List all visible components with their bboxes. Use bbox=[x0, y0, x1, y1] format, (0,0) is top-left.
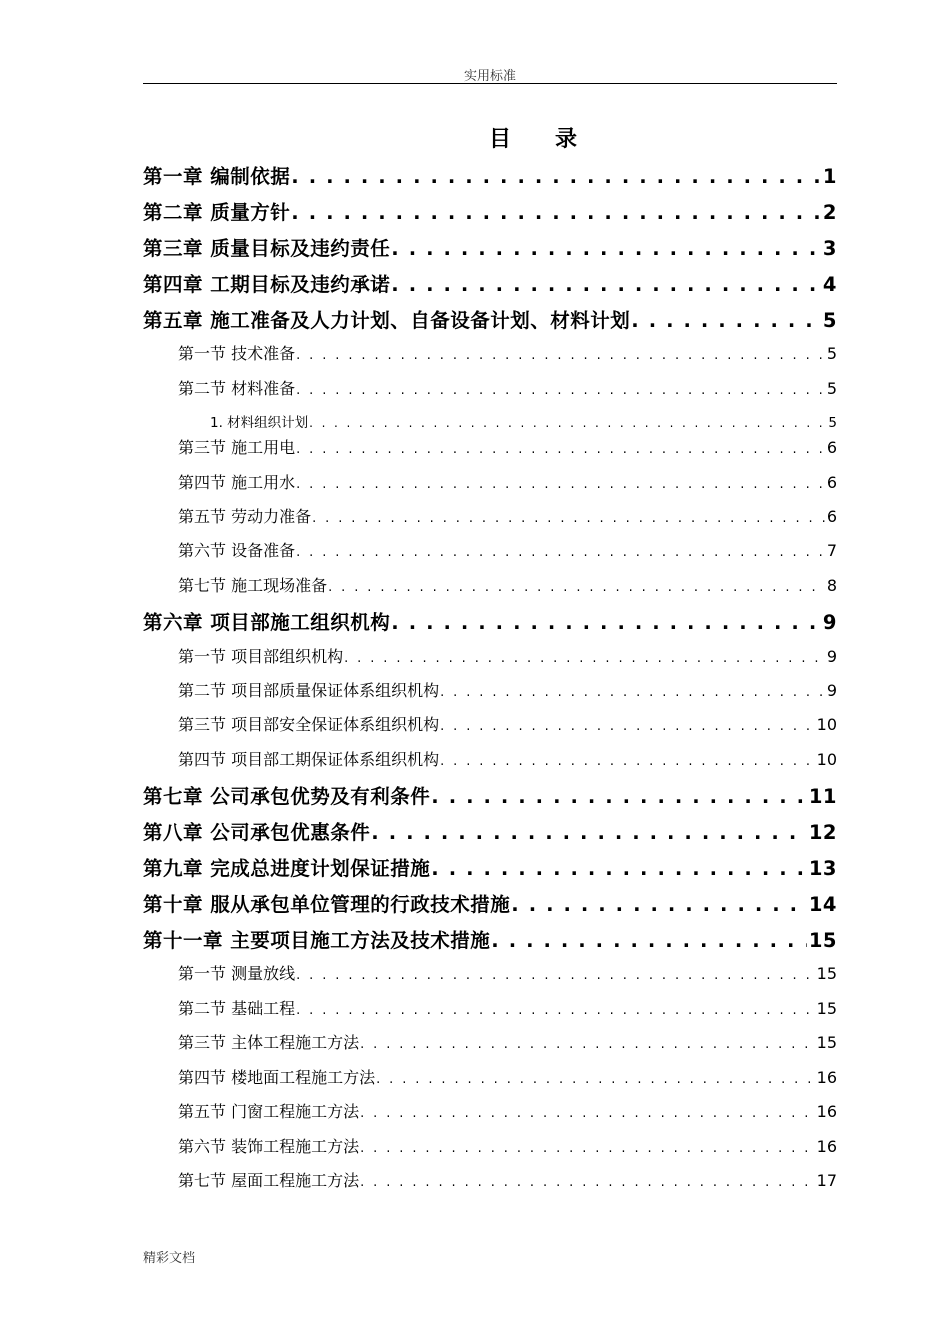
toc-entry-title: 第九章 完成总进度计划保证措施 bbox=[143, 857, 431, 880]
toc-entry-title: 第一章 编制依据 bbox=[143, 165, 291, 188]
toc-entry-title: 第三章 质量目标及违约责任 bbox=[143, 237, 391, 260]
toc-entry[interactable] bbox=[178, 573, 837, 595]
toc-entry[interactable] bbox=[178, 678, 837, 700]
toc-entry[interactable] bbox=[143, 889, 837, 917]
toc-entry-title: 第五节 劳动力准备 bbox=[178, 507, 312, 526]
toc-dot-leader bbox=[344, 647, 825, 666]
toc-entry-title: 第二章 质量方针 bbox=[143, 201, 291, 224]
toc-entry[interactable] bbox=[143, 607, 837, 635]
toc-entry-title: 第五章 施工准备及人力计划、自备设备计划、材料计划 bbox=[143, 309, 631, 332]
toc-dot-leader bbox=[296, 344, 825, 363]
toc-entry-title: 第七节 施工现场准备 bbox=[178, 576, 328, 595]
toc-dot-leader bbox=[391, 611, 821, 634]
toc-dot-leader bbox=[440, 715, 815, 734]
toc-page-number: 15 bbox=[816, 964, 837, 983]
toc-page-number: 9 bbox=[826, 647, 837, 666]
toc-page-number: 16 bbox=[816, 1137, 837, 1156]
toc-entry[interactable] bbox=[178, 504, 837, 526]
toc-dot-leader bbox=[360, 1033, 815, 1052]
toc-page-number: 15 bbox=[816, 1033, 837, 1052]
toc-dot-leader bbox=[371, 821, 807, 844]
page-footer: 精彩文档 bbox=[143, 1251, 196, 1266]
toc-entry[interactable] bbox=[143, 305, 837, 333]
toc-entry-title: 第六节 装饰工程施工方法 bbox=[178, 1137, 360, 1156]
toc-entry[interactable] bbox=[143, 925, 837, 953]
toc-entry[interactable] bbox=[178, 644, 837, 666]
toc-entry-title: 第三节 项目部安全保证体系组织机构 bbox=[178, 715, 440, 734]
toc-page-number: 5 bbox=[822, 309, 837, 332]
toc-page-number: 5 bbox=[828, 415, 837, 429]
toc-entry-title: 第四章 工期目标及违约承诺 bbox=[143, 273, 391, 296]
toc-dot-leader bbox=[440, 750, 815, 769]
toc-dot-leader bbox=[631, 309, 821, 332]
toc-page-number: 7 bbox=[826, 541, 837, 560]
toc-page-number: 12 bbox=[808, 821, 837, 844]
toc-entry-title: 第四节 施工用水 bbox=[178, 473, 296, 492]
toc-dot-leader bbox=[376, 1068, 815, 1087]
toc-entry[interactable] bbox=[178, 747, 837, 769]
toc-entry[interactable] bbox=[178, 341, 837, 363]
toc-page-number: 10 bbox=[816, 715, 837, 734]
toc-dot-leader bbox=[360, 1137, 815, 1156]
toc-entry[interactable] bbox=[178, 470, 837, 492]
toc-page-number: 2 bbox=[822, 201, 837, 224]
toc-dot-leader bbox=[491, 929, 807, 952]
toc-dot-leader bbox=[296, 999, 815, 1018]
toc-dot-leader bbox=[431, 857, 807, 880]
toc-dot-leader bbox=[440, 681, 825, 700]
toc-entry[interactable] bbox=[178, 1168, 837, 1190]
toc-page-number: 5 bbox=[826, 344, 837, 363]
toc-page-number: 10 bbox=[816, 750, 837, 769]
toc-dot-leader bbox=[391, 237, 821, 260]
toc-dot-leader bbox=[296, 541, 825, 560]
toc-page-number: 9 bbox=[826, 681, 837, 700]
toc-dot-leader bbox=[360, 1171, 815, 1190]
toc-entry-title: 第一节 项目部组织机构 bbox=[178, 647, 344, 666]
toc-page-number: 8 bbox=[826, 576, 837, 595]
toc-page-number: 11 bbox=[808, 785, 837, 808]
page-header: 实用标准 bbox=[463, 69, 516, 84]
toc-entry-title: 第三节 施工用电 bbox=[178, 438, 296, 457]
toc-page-number: 3 bbox=[822, 237, 837, 260]
toc-entry-title: 第十一章 主要项目施工方法及技术措施 bbox=[143, 929, 491, 952]
toc-page-number: 16 bbox=[816, 1068, 837, 1087]
toc-entry-title: 第四节 项目部工期保证体系组织机构 bbox=[178, 750, 440, 769]
toc-entry[interactable] bbox=[178, 1134, 837, 1156]
toc-page-number: 4 bbox=[822, 273, 837, 296]
toc-entry[interactable] bbox=[143, 817, 837, 845]
toc-dot-leader bbox=[296, 964, 815, 983]
toc-entry-title: 第三节 主体工程施工方法 bbox=[178, 1033, 360, 1052]
toc-dot-leader bbox=[291, 201, 821, 224]
toc-page-number: 5 bbox=[826, 379, 837, 398]
toc-dot-leader bbox=[431, 785, 807, 808]
toc-page-number: 17 bbox=[816, 1171, 837, 1190]
toc-entry-title: 第七节 屋面工程施工方法 bbox=[178, 1171, 360, 1190]
toc-entry[interactable] bbox=[178, 1030, 837, 1052]
toc-page-number: 6 bbox=[826, 507, 837, 526]
toc-entry[interactable] bbox=[210, 411, 837, 429]
toc-entry[interactable] bbox=[178, 376, 837, 398]
toc-entry-title: 第一节 测量放线 bbox=[178, 964, 296, 983]
toc-page-number: 16 bbox=[816, 1102, 837, 1121]
toc-dot-leader bbox=[328, 576, 825, 595]
toc-page-number: 1 bbox=[822, 165, 837, 188]
toc-page-number: 6 bbox=[826, 438, 837, 457]
toc-entry-title: 第五节 门窗工程施工方法 bbox=[178, 1102, 360, 1121]
toc-entry[interactable] bbox=[143, 197, 837, 225]
toc-page-number: 13 bbox=[808, 857, 837, 880]
toc-page-number: 14 bbox=[808, 893, 837, 916]
toc-entry[interactable] bbox=[143, 233, 837, 261]
toc-dot-leader bbox=[291, 165, 821, 188]
toc-entry[interactable] bbox=[178, 435, 837, 457]
toc-page-number: 6 bbox=[826, 473, 837, 492]
toc-dot-leader bbox=[296, 379, 825, 398]
toc-entry[interactable] bbox=[178, 1065, 837, 1087]
toc-page-number: 9 bbox=[822, 611, 837, 634]
page-title: 目录 bbox=[488, 127, 621, 152]
toc-entry-title: 第六章 项目部施工组织机构 bbox=[143, 611, 391, 634]
toc-dot-leader bbox=[296, 473, 825, 492]
toc-entry-title: 1. 材料组织计划 bbox=[210, 415, 309, 429]
toc-entry[interactable] bbox=[143, 269, 837, 297]
toc-entry[interactable] bbox=[178, 961, 837, 983]
toc-dot-leader bbox=[309, 415, 826, 429]
toc-page-number: 15 bbox=[816, 999, 837, 1018]
toc-entry-title: 第七章 公司承包优势及有利条件 bbox=[143, 785, 431, 808]
toc-entry-title: 第一节 技术准备 bbox=[178, 344, 296, 363]
toc-entry-title: 第十章 服从承包单位管理的行政技术措施 bbox=[143, 893, 511, 916]
toc-entry[interactable] bbox=[143, 781, 837, 809]
toc-entry[interactable] bbox=[178, 538, 837, 560]
toc-entry-title: 第四节 楼地面工程施工方法 bbox=[178, 1068, 376, 1087]
toc-entry[interactable] bbox=[143, 853, 837, 881]
toc-entry-title: 第六节 设备准备 bbox=[178, 541, 296, 560]
toc-dot-leader bbox=[296, 438, 825, 457]
toc-entry-title: 第八章 公司承包优惠条件 bbox=[143, 821, 371, 844]
toc-dot-leader bbox=[511, 893, 807, 916]
toc-entry[interactable] bbox=[178, 996, 837, 1018]
toc-dot-leader bbox=[360, 1102, 815, 1121]
toc-entry-title: 第二节 基础工程 bbox=[178, 999, 296, 1018]
toc-entry[interactable] bbox=[178, 1099, 837, 1121]
toc-entry-title: 第二节 项目部质量保证体系组织机构 bbox=[178, 681, 440, 700]
toc-entry[interactable] bbox=[143, 161, 837, 189]
toc-entry-title: 第二节 材料准备 bbox=[178, 379, 296, 398]
toc-dot-leader bbox=[312, 507, 825, 526]
toc-entry[interactable] bbox=[178, 712, 837, 734]
toc-page-number: 15 bbox=[808, 929, 837, 952]
toc-dot-leader bbox=[391, 273, 821, 296]
